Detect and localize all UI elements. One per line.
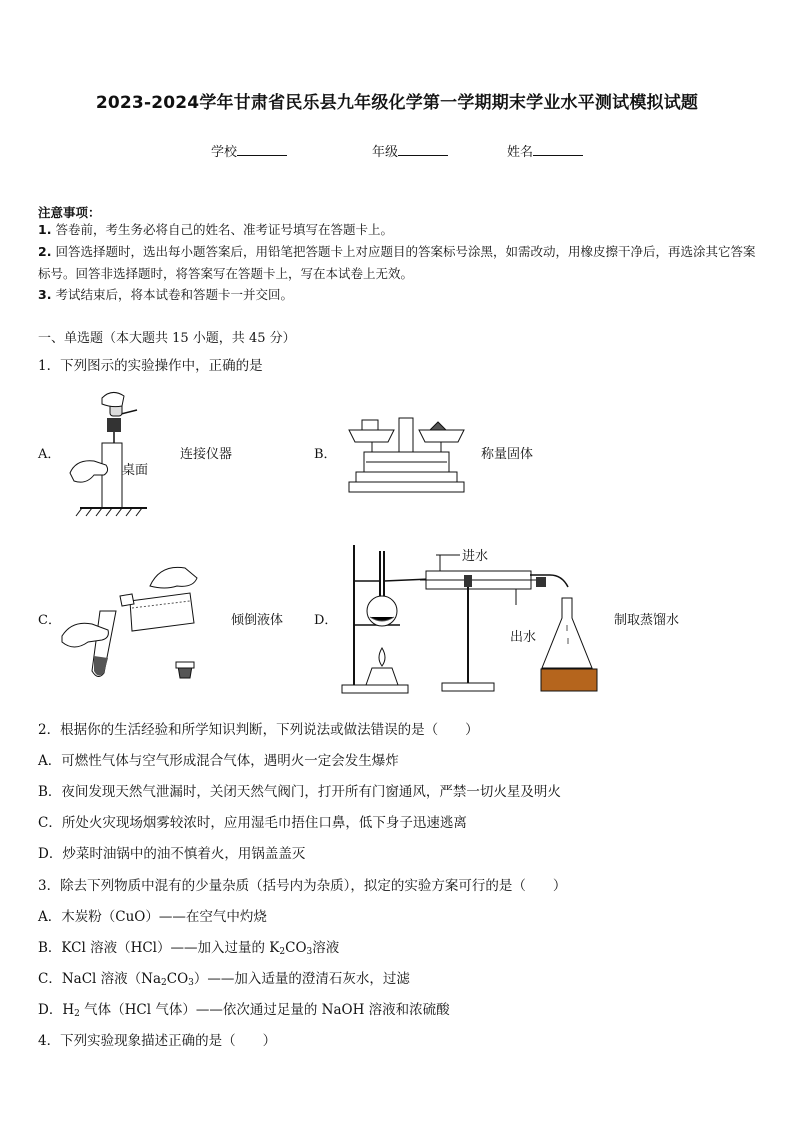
subscript: 2 <box>279 947 286 957</box>
q1-option-d-letter[interactable]: D． <box>314 613 338 628</box>
q3-option-a[interactable]: A．木炭粉（CuO）——在空气中灼烧 <box>38 909 267 925</box>
name-label: 姓名 <box>507 145 534 160</box>
subscript: 2 <box>161 978 167 988</box>
subscript: 3 <box>306 947 313 957</box>
note-text: 考试结束后，将本试卷和答题卡一并交回。 <box>55 287 293 302</box>
balance-figure <box>344 410 469 495</box>
q2-option-b[interactable]: B．夜间发现天然气泄漏时，关闭天然气阀门，打开所有门窗通风，严禁一切火星及明火 <box>38 784 561 800</box>
subscript: 3 <box>188 978 194 988</box>
note-3 <box>38 284 763 306</box>
q3-option-d[interactable] <box>38 998 450 1018</box>
formula-text: 气体（HCl 气体）——依次通过足量的 NaOH 溶液和浓硫酸 <box>79 1002 450 1018</box>
subscript: 2 <box>74 1009 80 1019</box>
q1-option-b-caption: 称量固体 <box>481 447 534 462</box>
connect-apparatus-figure <box>62 388 172 518</box>
school-label: 学校 <box>211 145 238 160</box>
note-text: 回答选择题时，选出每小题答案后，用铅笔把答题卡上对应题目的答案标号涂黑，如需改动，用橡皮擦干净后，再选涂其它答案标号。回答非选择题时，将答案写在答题卡上，写在本试卷上无效。 <box>38 244 756 281</box>
school-field <box>211 141 287 160</box>
q3-option-c[interactable] <box>38 967 410 987</box>
note-1 <box>38 219 763 241</box>
q3-option-b[interactable] <box>38 936 339 956</box>
q1-option-c-letter[interactable]: C． <box>38 613 61 628</box>
formula-text: ）——加入适量的澄清石灰水，过滤 <box>193 971 410 987</box>
q2-option-c[interactable]: C．所处火灾现场烟雾较浓时，应用湿毛巾捂住口鼻，低下身子迅速逃离 <box>38 815 467 831</box>
grade-field <box>372 141 448 160</box>
distillation-figure <box>340 543 605 696</box>
question-4-stem: 4．下列实验现象描述正确的是（ ） <box>38 1033 277 1049</box>
q1-option-a-caption: 连接仪器 <box>180 447 233 462</box>
grade-label: 年级 <box>372 145 399 160</box>
question-3-stem: 3．除去下列物质中混有的少量杂质（括号内为杂质），拟定的实验方案可行的是（ ） <box>38 878 567 894</box>
q1-option-c-caption: 倾倒液体 <box>231 613 284 628</box>
formula-text: C．NaCl 溶液（Na <box>38 971 161 987</box>
note-number: 2. <box>38 244 52 259</box>
school-blank[interactable] <box>237 143 287 156</box>
q1-option-d-caption: 制取蒸馏水 <box>614 613 680 628</box>
q1-option-a-letter[interactable]: A． <box>38 447 61 462</box>
pour-liquid-figure <box>60 556 210 686</box>
formula-text: CO <box>285 940 307 956</box>
formula-text: D．H <box>38 1002 75 1018</box>
note-number: 3. <box>38 287 52 302</box>
question-1-stem: 1．下列图示的实验操作中，正确的是 <box>38 358 263 374</box>
note-text: 答卷前，考生务必将自己的姓名、准考证号填写在答题卡上。 <box>55 222 393 237</box>
page-title: 2023-2024学年甘肃省民乐县九年级化学第一学期期末学业水平测试模拟试题 <box>95 93 699 113</box>
name-field <box>507 141 583 160</box>
name-blank[interactable] <box>533 143 583 156</box>
note-number: 1. <box>38 222 52 237</box>
section-heading: 一、单选题（本大题共 15 小题，共 45 分） <box>38 331 296 346</box>
table-label: 桌面 <box>122 463 149 478</box>
inlet-label: 进水 <box>462 549 489 564</box>
formula-text: B．KCl 溶液（HCl）——加入过量的 K <box>38 940 280 956</box>
grade-blank[interactable] <box>398 143 448 156</box>
formula-text: 溶液 <box>312 940 340 956</box>
note-2 <box>38 241 763 285</box>
formula-text: CO <box>166 971 189 987</box>
notes-heading: 注意事项： <box>38 205 101 220</box>
question-2-stem: 2．根据你的生活经验和所学知识判断，下列说法或做法错误的是（ ） <box>38 722 479 738</box>
q2-option-d[interactable]: D．炒菜时油锅中的油不慎着火，用锅盖盖灭 <box>38 846 306 862</box>
q1-option-b-letter[interactable]: B． <box>314 447 337 462</box>
outlet-label: 出水 <box>510 630 537 645</box>
q2-option-a[interactable]: A．可燃性气体与空气形成混合气体，遇明火一定会发生爆炸 <box>38 753 399 769</box>
